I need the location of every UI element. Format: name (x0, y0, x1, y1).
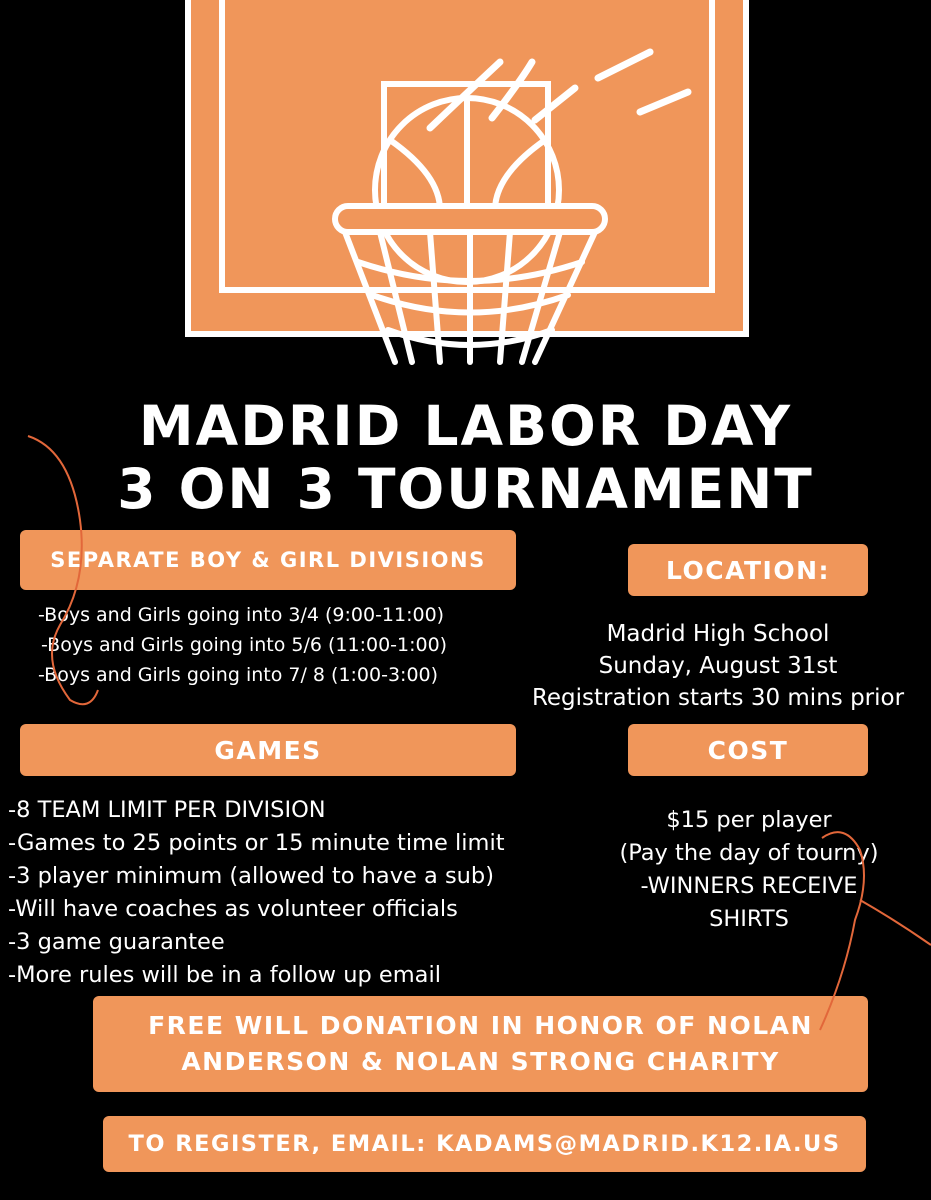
location-registration-time: Registration starts 30 mins prior (531, 685, 905, 711)
games-rule: -Will have coaches as volunteer officials (8, 896, 458, 922)
games-header: GAMES (20, 724, 516, 776)
donation-banner (93, 996, 868, 1092)
location-venue: Madrid High School (606, 621, 830, 647)
division-item: -Boys and Girls going into 7/ 8 (1:00-3:00) (38, 664, 439, 686)
cost-header: COST (628, 724, 868, 776)
basketball-hoop-illustration (0, 0, 931, 400)
donation-line-1: FREE WILL DONATION IN HONOR OF NOLAN (148, 1011, 813, 1040)
cost-prize-line-1: -WINNERS RECEIVE (640, 873, 858, 899)
games-rule: -3 game guarantee (8, 929, 225, 955)
games-rule: -3 player minimum (allowed to have a sub) (8, 863, 494, 889)
games-rules-list (8, 794, 505, 992)
games-rule: -Games to 25 points or 15 minute time limit (8, 830, 505, 856)
location-date: Sunday, August 31st (598, 653, 838, 679)
cost-prize-line-2: SHIRTS (709, 906, 789, 932)
cost-payment-note: (Pay the day of tourny) (619, 840, 879, 866)
donation-line-2: ANDERSON & NOLAN STRONG CHARITY (181, 1047, 780, 1076)
division-item: -Boys and Girls going into 5/6 (11:00-1:00) (41, 634, 448, 656)
division-item: -Boys and Girls going into 3/4 (9:00-11:00) (38, 604, 445, 626)
games-rule: -8 TEAM LIMIT PER DIVISION (8, 797, 326, 823)
register-email-banner: TO REGISTER, EMAIL: KADAMS@MADRID.K12.IA.US (103, 1116, 866, 1172)
games-rule: -More rules will be in a follow up email (8, 962, 441, 988)
title-line-2: 3 ON 3 TOURNAMENT (117, 457, 814, 521)
location-header: LOCATION: (628, 544, 868, 596)
divisions-header: SEPARATE BOY & GIRL DIVISIONS (20, 530, 516, 590)
cost-price: $15 per player (666, 807, 832, 833)
location-details (510, 618, 926, 714)
divisions-list (38, 600, 447, 690)
cost-details (586, 804, 912, 936)
title-line-1: MADRID LABOR DAY (138, 394, 793, 458)
